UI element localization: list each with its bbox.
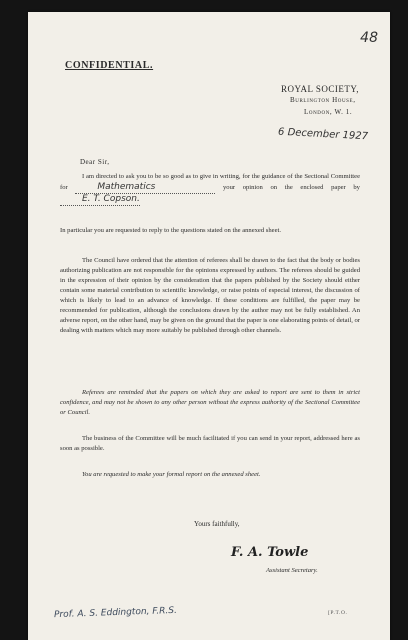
paragraph-questions: In particular you are requested to reply to the questions stated on the annexed sheet. bbox=[60, 227, 282, 234]
signatory-title: Assistant Secretary. bbox=[266, 567, 318, 574]
salutation: Dear Sir, bbox=[80, 158, 110, 166]
pto-mark: [P.T.O. bbox=[328, 610, 348, 616]
request-text-b: your opinion on the enclosed paper by bbox=[222, 184, 360, 191]
letterhead-address-line1: Burlington House, bbox=[290, 96, 356, 104]
handwritten-date: 6 December 1927 bbox=[277, 126, 369, 143]
paragraph-council: The Council have ordered that the attention of referees shall be drawn to the fact that the body or bodies authorizing publication are not responsible for the opinions expressed by authors. The referees should be guided in the expression of their opinion by the consideration that the papers published by the Society should either contain some material contribution to scientific knowledge, or raise points of especial interest, the discussion of which is likely to lead to an advance of knowledge. If these conditions are fulfilled, the paper may be recommended for publication, although the conclusions drawn by the author may not be fully established. An adverse report, on the other hand, may be given on the ground that the paper is one elaborating points of detail, or dealing with matters which may more suitably be published through other channels. bbox=[60, 257, 360, 334]
addressee-handwritten: Prof. A. S. Eddington, F.R.S. bbox=[53, 605, 178, 621]
paragraph-formal-report: You are requested to make your formal report on the annexed sheet. bbox=[82, 471, 261, 478]
closing: Yours faithfully, bbox=[194, 520, 240, 528]
paragraph-confidence: Referees are reminded that the papers on which they are asked to report are sent to them in strict confidence, and may not be shown to any other person without the express authority of the Sectional Committee or Council. bbox=[60, 389, 360, 416]
committee-field bbox=[75, 182, 215, 194]
letter-sheet bbox=[28, 12, 390, 640]
signature: F. A. Towle bbox=[231, 545, 309, 560]
confidential-heading: CONFIDENTIAL. bbox=[65, 60, 154, 71]
folio-number: 48 bbox=[360, 30, 378, 46]
letterhead-org: ROYAL SOCIETY, bbox=[281, 84, 360, 94]
author-field bbox=[60, 194, 140, 206]
paragraph-request bbox=[60, 172, 360, 206]
letterhead-address-line2: London, W. 1. bbox=[304, 108, 353, 116]
author-handwritten: E. T. Copson. bbox=[82, 194, 140, 204]
committee-handwritten: Mathematics bbox=[97, 182, 156, 192]
request-text-a: I am directed to ask you to be so good as to give in writing, for the guidance of the Sectional Committee for bbox=[60, 173, 360, 191]
paragraph-business: The business of the Committee will be much facilitated if you can send in your report, addressed here as soon as possible. bbox=[60, 435, 360, 452]
